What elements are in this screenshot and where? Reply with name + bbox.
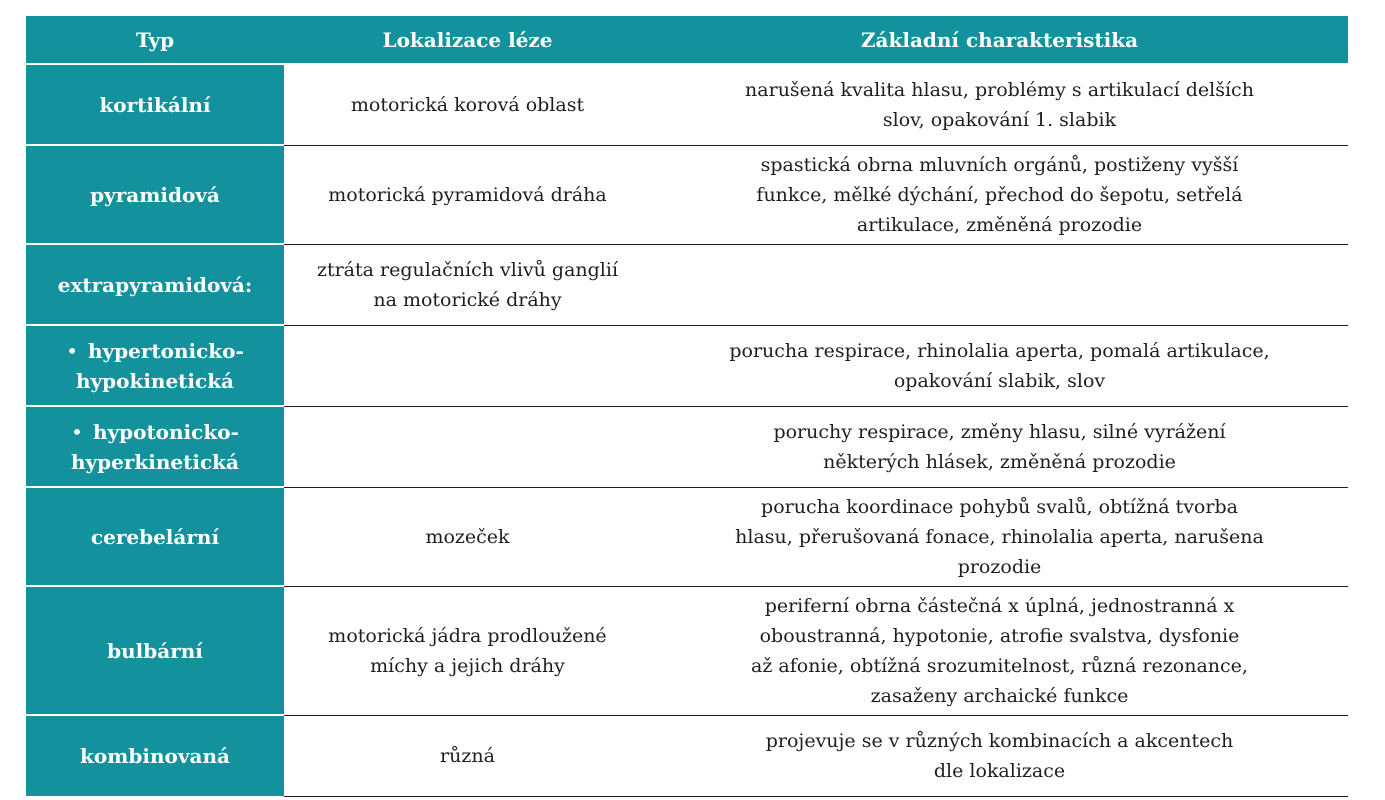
characteristics-cell-line: prozodie bbox=[957, 555, 1042, 578]
type-cell-line: bulbární bbox=[107, 638, 203, 663]
table-row bbox=[26, 64, 1348, 145]
characteristics-cell bbox=[651, 406, 1348, 487]
table-row bbox=[26, 487, 1348, 586]
type-cell bbox=[26, 487, 284, 586]
characteristics-cell-line: porucha koordinace pohybů svalů, obtížná tvorba bbox=[761, 495, 1238, 518]
localization-cell-line: na motorické dráhy bbox=[373, 288, 562, 311]
characteristics-cell-line: periferní obrna částečná x úplná, jednostranná x bbox=[764, 594, 1235, 617]
type-cell bbox=[26, 325, 284, 406]
type-cell bbox=[26, 244, 284, 325]
type-cell-line: hyperkinetická bbox=[71, 449, 239, 474]
table-row bbox=[26, 325, 1348, 406]
localization-cell bbox=[284, 64, 651, 145]
table-row bbox=[26, 145, 1348, 244]
characteristics-cell-line: slov, opakování 1. slabik bbox=[882, 108, 1117, 131]
characteristics-cell bbox=[651, 64, 1348, 145]
characteristics-cell-line: zasaženy archaické funkce bbox=[870, 684, 1129, 707]
type-cell-line: extrapyramidová: bbox=[57, 272, 253, 297]
characteristics-cell-line: opakování slabik, slov bbox=[893, 369, 1106, 392]
characteristics-cell-line: dle lokalizace bbox=[933, 759, 1066, 782]
type-cell-line: pyramidová bbox=[90, 182, 220, 207]
localization-cell-line: míchy a jejich dráhy bbox=[370, 654, 565, 677]
table-header-row bbox=[26, 16, 1348, 64]
characteristics-cell bbox=[651, 325, 1348, 406]
localization-cell-line: mozeček bbox=[425, 525, 510, 548]
dysarthria-types-table-page bbox=[26, 16, 1348, 797]
localization-cell-line: různá bbox=[440, 744, 495, 767]
localization-cell bbox=[284, 487, 651, 586]
localization-cell bbox=[284, 715, 651, 796]
type-cell-text: hypertonicko- bbox=[87, 338, 244, 363]
type-cell-line: hypokinetická bbox=[75, 368, 235, 393]
localization-cell bbox=[284, 244, 651, 325]
table-row bbox=[26, 586, 1348, 715]
type-cell-line: cerebelární bbox=[90, 524, 220, 549]
characteristics-cell bbox=[651, 244, 1348, 325]
header-type: Typ bbox=[26, 16, 284, 64]
localization-cell bbox=[284, 406, 651, 487]
table-row bbox=[26, 406, 1348, 487]
characteristics-cell-line: hlasu, přerušovaná fonace, rhinolalia aperta, narušena bbox=[735, 525, 1264, 548]
characteristics-cell bbox=[651, 715, 1348, 796]
localization-cell bbox=[284, 325, 651, 406]
type-cell bbox=[26, 586, 284, 715]
characteristics-cell-line: až afonie, obtížná srozumitelnost, různá rezonance, bbox=[751, 654, 1248, 677]
dysarthria-types-table bbox=[26, 16, 1348, 797]
characteristics-cell-line: porucha respirace, rhinolalia aperta, pomalá artikulace, bbox=[729, 339, 1270, 362]
type-cell-line: kortikální bbox=[99, 92, 211, 117]
table-body bbox=[26, 64, 1348, 796]
localization-cell-line: motorická jádra prodloužené bbox=[328, 624, 607, 647]
characteristics-cell-line: funkce, mělké dýchání, přechod do šepotu, setřelá bbox=[756, 183, 1243, 206]
localization-cell-line: motorická pyramidová dráha bbox=[328, 183, 607, 206]
header-characteristics: Základní charakteristika bbox=[651, 16, 1348, 64]
characteristics-cell-line: narušená kvalita hlasu, problémy s artikulací delších bbox=[745, 78, 1254, 101]
type-cell-line: kombinovaná bbox=[80, 744, 230, 768]
type-cell bbox=[26, 406, 284, 487]
type-cell-line bbox=[34, 336, 276, 366]
localization-cell bbox=[284, 586, 651, 715]
bullet-icon: • bbox=[71, 419, 83, 444]
type-cell-text: hypotonicko- bbox=[92, 419, 239, 444]
localization-cell bbox=[284, 145, 651, 244]
table-row bbox=[26, 244, 1348, 325]
characteristics-cell-line: oboustranná, hypotonie, atrofie svalstva, dysfonie bbox=[759, 624, 1240, 647]
type-cell bbox=[26, 64, 284, 145]
table-row bbox=[26, 715, 1348, 796]
localization-cell-line: ztráta regulačních vlivů ganglií bbox=[316, 258, 619, 281]
localization-cell-line: motorická korová oblast bbox=[350, 93, 585, 116]
type-cell bbox=[26, 145, 284, 244]
type-cell bbox=[26, 715, 284, 796]
characteristics-cell-line: některých hlásek, změněná prozodie bbox=[823, 450, 1176, 473]
characteristics-cell bbox=[651, 586, 1348, 715]
header-localization: Lokalizace léze bbox=[284, 16, 651, 64]
characteristics-cell-line: projevuje se v různých kombinacích a akcentech bbox=[765, 729, 1234, 752]
characteristics-cell bbox=[651, 487, 1348, 586]
type-cell-line bbox=[34, 417, 276, 447]
characteristics-cell-line: spastická obrna mluvních orgánů, postiženy vyšší bbox=[760, 153, 1239, 176]
characteristics-cell-line: poruchy respirace, změny hlasu, silné vyrážení bbox=[773, 420, 1226, 443]
characteristics-cell-line: artikulace, změněná prozodie bbox=[856, 213, 1143, 236]
bullet-icon: • bbox=[66, 338, 78, 363]
characteristics-cell bbox=[651, 145, 1348, 244]
